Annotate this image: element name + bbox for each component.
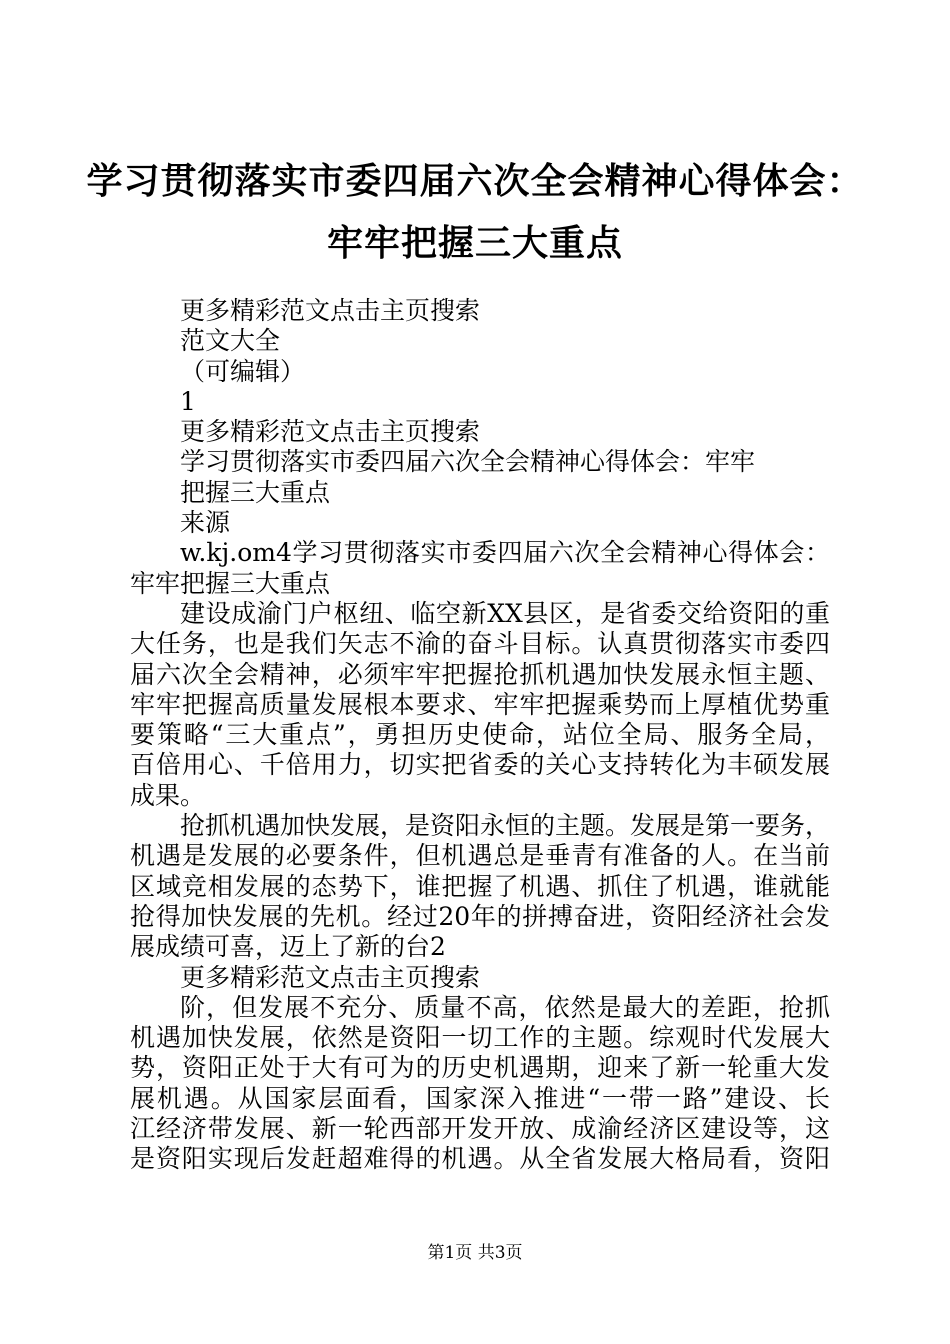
document-body: [130, 296, 830, 1175]
body-line: 成果。: [130, 780, 206, 810]
body-line: 牢牢把握高质量发展根本要求、牢牢把握乘势而上厚植优势重: [130, 689, 830, 719]
body-line: 百倍用心、千倍用力，切实把省委的关心支持转化为丰硕发展: [130, 750, 830, 780]
body-line: 更多精彩范文点击主页搜索: [180, 296, 481, 325]
document-title-line-2: 牢牢把握三大重点: [326, 223, 623, 264]
body-line: 学习贯彻落实市委四届六次全会精神心得体会：牢牢: [180, 447, 756, 477]
body-line: 范文大全: [180, 326, 281, 356]
body-line: 江经济带发展、新一轮西部开发开放、成渝经济区建设等，这: [130, 1114, 830, 1144]
document-title-line-1: 学习贯彻落实市委四届六次全会精神心得体会：: [86, 161, 864, 202]
body-line: 抢抓机遇加快发展，是资阳永恒的主题。发展是第一要务，: [180, 811, 830, 841]
body-line: 展成绩可喜，迈上了新的台2: [130, 932, 446, 962]
body-line: 阶，但发展不充分、质量不高，依然是最大的差距，抢抓: [180, 992, 830, 1022]
body-line: 届六次全会精神，必须牢牢把握抢抓机遇加快发展永恒主题、: [130, 659, 830, 689]
body-line: 要策略“三大重点”，勇担历史使命，站位全局、服务全局，: [130, 720, 830, 750]
body-line: 机遇加快发展，依然是资阳一切工作的主题。综观时代发展大: [130, 1023, 830, 1053]
body-line: 大任务，也是我们矢志不渝的奋斗目标。认真贯彻落实市委四: [130, 629, 830, 659]
body-line: 势，资阳正处于大有可为的历史机遇期，迎来了新一轮重大发: [130, 1053, 830, 1083]
page-footer: 第1页 共3页: [427, 1243, 523, 1263]
body-line: 机遇是发展的必要条件，但机遇总是垂青有准备的人。在当前: [130, 841, 830, 871]
body-line: 展机遇。从国家层面看，国家深入推进“一带一路”建设、长: [130, 1083, 830, 1113]
body-line: w.kj.om4学习贯彻落实市委四届六次全会精神心得体会：: [180, 538, 830, 568]
body-line: 区域竞相发展的态势下，谁把握了机遇、抓住了机遇，谁就能: [130, 871, 830, 901]
body-line: 更多精彩范文点击主页搜索: [180, 962, 481, 992]
body-line: 是资阳实现后发赶超难得的机遇。从全省发展大格局看，资阳: [130, 1144, 830, 1174]
body-line: 抢得加快发展的先机。经过20年的拼搏奋进，资阳经济社会发: [130, 901, 830, 931]
body-line: 1: [180, 386, 196, 416]
body-line: 来源: [180, 508, 231, 538]
body-line: 建设成渝门户枢纽、临空新XX县区，是省委交给资阳的重: [180, 598, 830, 628]
body-line: 把握三大重点: [180, 477, 331, 507]
body-line: 牢牢把握三大重点: [130, 568, 331, 598]
body-line: （可编辑）: [180, 356, 306, 386]
body-line: 更多精彩范文点击主页搜索: [180, 417, 481, 447]
